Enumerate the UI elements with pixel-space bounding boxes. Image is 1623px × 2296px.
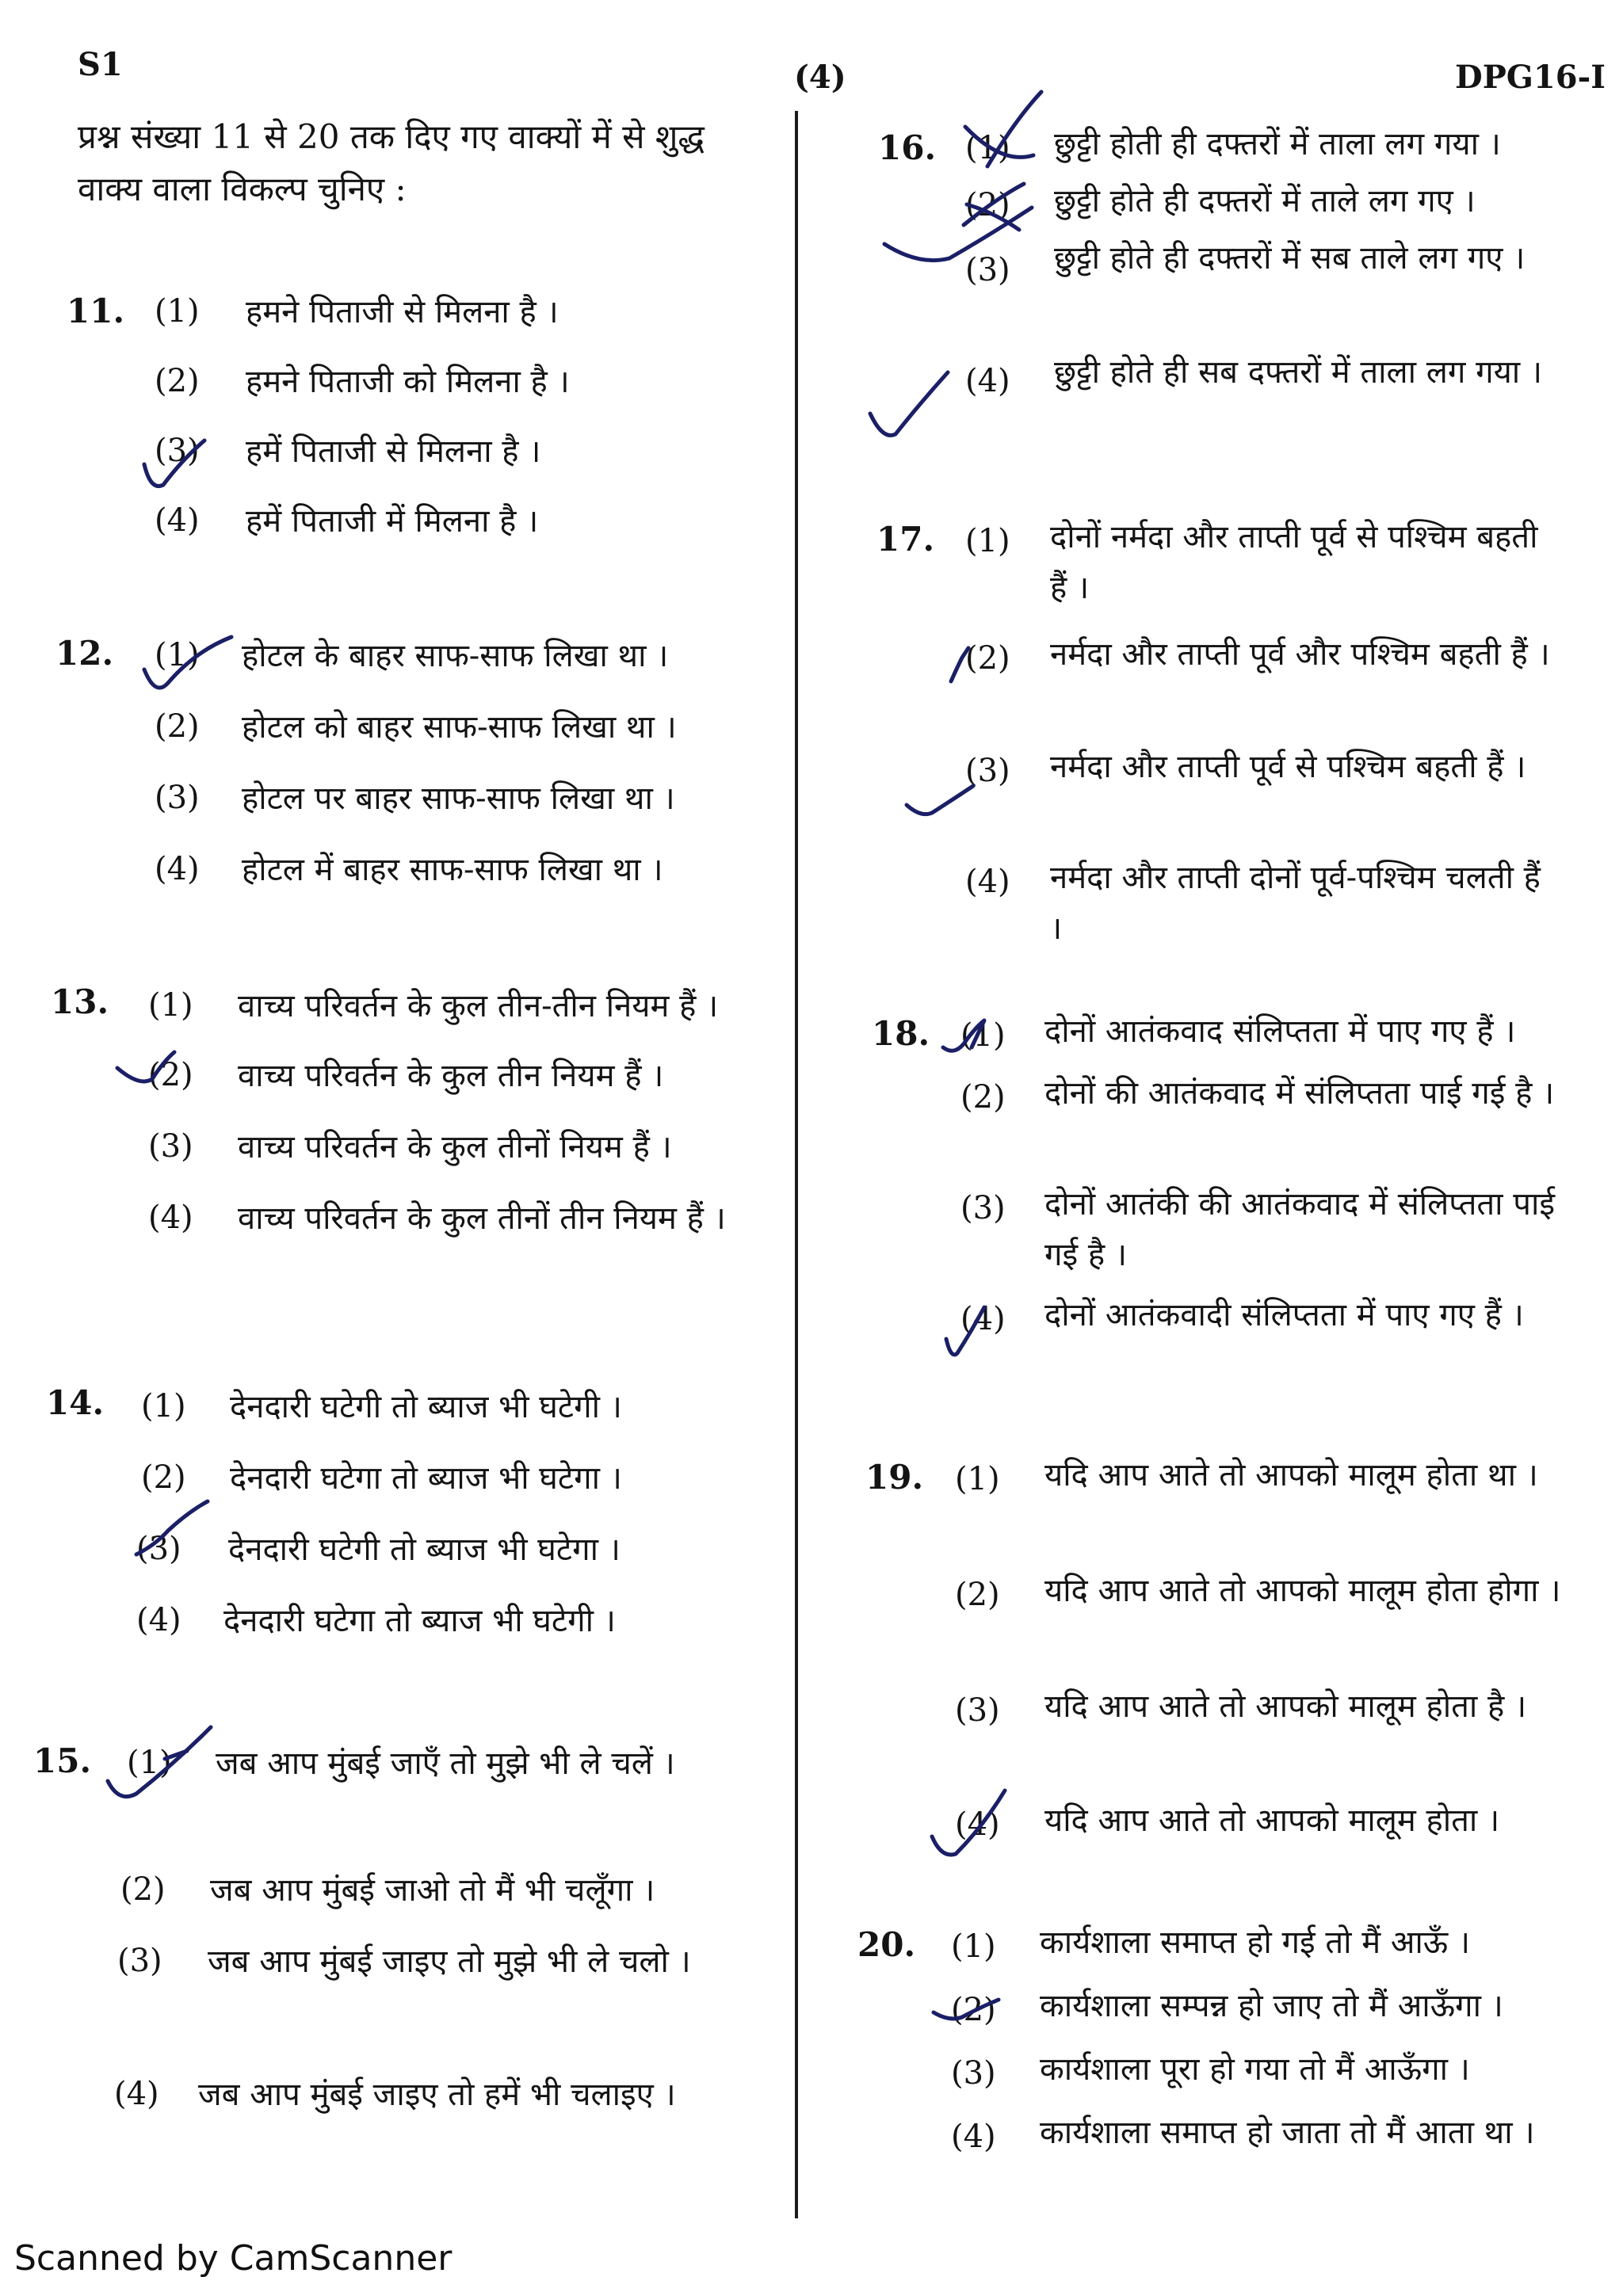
option-text: जब आप मुंबई जाओ तो मैं भी चलूँगा । <box>210 1872 655 1909</box>
header-page-number: (4) <box>794 59 846 96</box>
question-number: 15. <box>33 1741 92 1780</box>
option-number: (4) <box>155 502 200 539</box>
option-number: (4) <box>951 2119 996 2155</box>
option-text: यदि आप आते तो आपको मालूम होता होगा । <box>1044 1573 1561 1609</box>
option-text: नर्मदा और ताप्ती पूर्व और पश्चिम बहती हैं । <box>1050 636 1550 673</box>
option-number: (3) <box>117 1943 162 1979</box>
option-number: (3) <box>951 2055 996 2092</box>
option-number: (1) <box>965 130 1010 166</box>
option-number: (1) <box>951 1928 996 1965</box>
option-number: (3) <box>955 1692 1000 1729</box>
option-text: वाच्य परिवर्तन के कुल तीनों तीन नियम हैं । <box>238 1200 726 1237</box>
question-number: 19. <box>865 1458 924 1497</box>
option-number: (4) <box>965 363 1010 399</box>
option-text: जब आप मुंबई जाएँ तो मुझे भी ले चलें । <box>216 1745 675 1782</box>
option-number: (4) <box>960 1301 1006 1337</box>
option-number: (3) <box>960 1190 1006 1226</box>
option-text: वाच्य परिवर्तन के कुल तीन-तीन नियम हैं । <box>238 988 719 1024</box>
option-text: यदि आप आते तो आपको मालूम होता है । <box>1044 1688 1527 1725</box>
option-number: (1) <box>141 1388 186 1425</box>
option-text: हमें पिताजी में मिलना है । <box>246 503 539 540</box>
option-number: (4) <box>965 864 1010 900</box>
option-number: (2) <box>155 363 200 399</box>
question-number: 11. <box>67 292 125 330</box>
option-text: कार्यशाला समाप्त हो गई तो मैं आऊँ । <box>1040 1924 1471 1961</box>
option-text: जब आप मुंबई जाइए तो हमें भी चलाइए । <box>198 2077 676 2113</box>
question-number: 12. <box>55 634 114 673</box>
option-number: (3) <box>155 433 200 469</box>
header-left: S1 <box>78 46 123 83</box>
question-number: 16. <box>878 128 937 167</box>
option-text: देनदारी घटेगा तो ब्याज भी घटेगी । <box>223 1603 616 1639</box>
question-number: 13. <box>51 982 109 1021</box>
option-text: वाच्य परिवर्तन के कुल तीन नियम हैं । <box>238 1058 664 1094</box>
option-text: यदि आप आते तो आपको मालूम होता था । <box>1044 1457 1538 1493</box>
option-number: (2) <box>155 708 200 745</box>
option-number: (3) <box>155 780 200 816</box>
option-text: दोनों नर्मदा और ताप्ती पूर्व से पश्चिम बहती हैं । <box>1050 519 1538 606</box>
scanner-watermark: Scanned by CamScanner <box>14 2238 453 2279</box>
option-number: (2) <box>141 1459 186 1496</box>
option-number: (4) <box>148 1199 193 1236</box>
option-text: होटल के बाहर साफ-साफ लिखा था । <box>242 638 669 674</box>
option-text: दोनों आतंकवाद संलिप्तता में पाए गए हैं । <box>1044 1013 1516 1050</box>
instruction-text: प्रश्न संख्या 11 से 20 तक दिए गए वाक्यों में से शुद्ध वाक्य वाला विकल्प चुनिए : <box>78 117 705 208</box>
option-number: (3) <box>965 252 1010 288</box>
check-mark-q16-4 <box>870 372 948 436</box>
option-number: (2) <box>955 1577 1000 1613</box>
header-right: DPG16-I <box>1455 59 1606 96</box>
option-number: (2) <box>120 1871 166 1908</box>
option-text: जब आप मुंबई जाइए तो मुझे भी ले चलो । <box>208 1943 691 1980</box>
option-number: (1) <box>127 1745 172 1781</box>
option-text: दोनों आतंकी की आतंकवाद में संलिप्तता पाई गई है । <box>1044 1186 1555 1273</box>
option-text: देनदारी घटेगी तो ब्याज भी घटेगा । <box>228 1531 621 1568</box>
option-number: (1) <box>155 293 200 330</box>
option-text: हमें पिताजी से मिलना है । <box>246 433 541 470</box>
option-text: नर्मदा और ताप्ती पूर्व से पश्चिम बहती हैं । <box>1050 749 1526 785</box>
option-number: (3) <box>136 1531 181 1567</box>
question-number: 20. <box>857 1925 916 1964</box>
option-text: छुट्टी होते ही दफ्तरों में ताले लग गए । <box>1054 183 1476 219</box>
option-number: (4) <box>955 1806 1000 1843</box>
option-number: (3) <box>965 753 1010 789</box>
option-number: (1) <box>148 987 193 1024</box>
option-text: होटल पर बाहर साफ-साफ लिखा था । <box>242 780 675 817</box>
option-number: (2) <box>965 640 1010 677</box>
option-number: (1) <box>960 1017 1006 1054</box>
option-text: छुट्टी होती ही दफ्तरों में ताला लग गया । <box>1054 126 1501 162</box>
option-text: होटल को बाहर साफ-साफ लिखा था । <box>242 709 677 746</box>
option-text: होटल में बाहर साफ-साफ लिखा था । <box>242 852 663 888</box>
option-text: यदि आप आते तो आपको मालूम होता । <box>1044 1802 1500 1839</box>
option-number: (1) <box>155 637 200 673</box>
option-text: दोनों की आतंकवाद में संलिप्तता पाई गई है । <box>1044 1075 1555 1112</box>
column-divider <box>795 111 798 2218</box>
option-number: (3) <box>148 1128 193 1165</box>
option-number: (2) <box>148 1057 193 1093</box>
option-text: दोनों आतंकवादी संलिप्तता में पाए गए हैं । <box>1044 1297 1524 1333</box>
option-number: (1) <box>955 1461 1000 1497</box>
option-number: (2) <box>951 1992 996 2028</box>
option-text: हमने पिताजी से मिलना है । <box>246 294 559 330</box>
option-number: (1) <box>965 523 1010 559</box>
option-text: छुट्टी होते ही सब दफ्तरों में ताला लग गया । <box>1054 354 1543 391</box>
option-text: कार्यशाला सम्पन्न हो जाए तो मैं आऊँगा । <box>1040 1988 1503 2024</box>
option-text: कार्यशाला समाप्त हो जाता तो मैं आता था । <box>1040 2115 1535 2151</box>
option-text: छुट्टी होते ही दफ्तरों में सब ताले लग गए । <box>1054 240 1526 277</box>
question-number: 14. <box>46 1383 105 1422</box>
option-number: (2) <box>965 187 1010 223</box>
option-text: हमने पिताजी को मिलना है । <box>246 364 570 400</box>
option-text: नर्मदा और ताप्ती दोनों पूर्व-पश्चिम चलती हैं । <box>1050 860 1541 947</box>
option-text: कार्यशाला पूरा हो गया तो मैं आऊँगा । <box>1040 2051 1470 2088</box>
option-number: (2) <box>960 1079 1006 1116</box>
option-text: देनदारी घटेगी तो ब्याज भी घटेगी । <box>230 1389 622 1425</box>
option-text: देनदारी घटेगा तो ब्याज भी घटेगा । <box>230 1460 622 1497</box>
question-number: 18. <box>872 1014 930 1053</box>
option-text: वाच्य परिवर्तन के कुल तीनों नियम हैं । <box>238 1129 672 1165</box>
question-number: 17. <box>876 520 935 559</box>
option-number: (4) <box>155 851 200 887</box>
option-number: (4) <box>136 1602 181 1638</box>
check-mark-q17-3 <box>907 786 973 814</box>
option-number: (4) <box>114 2076 159 2112</box>
